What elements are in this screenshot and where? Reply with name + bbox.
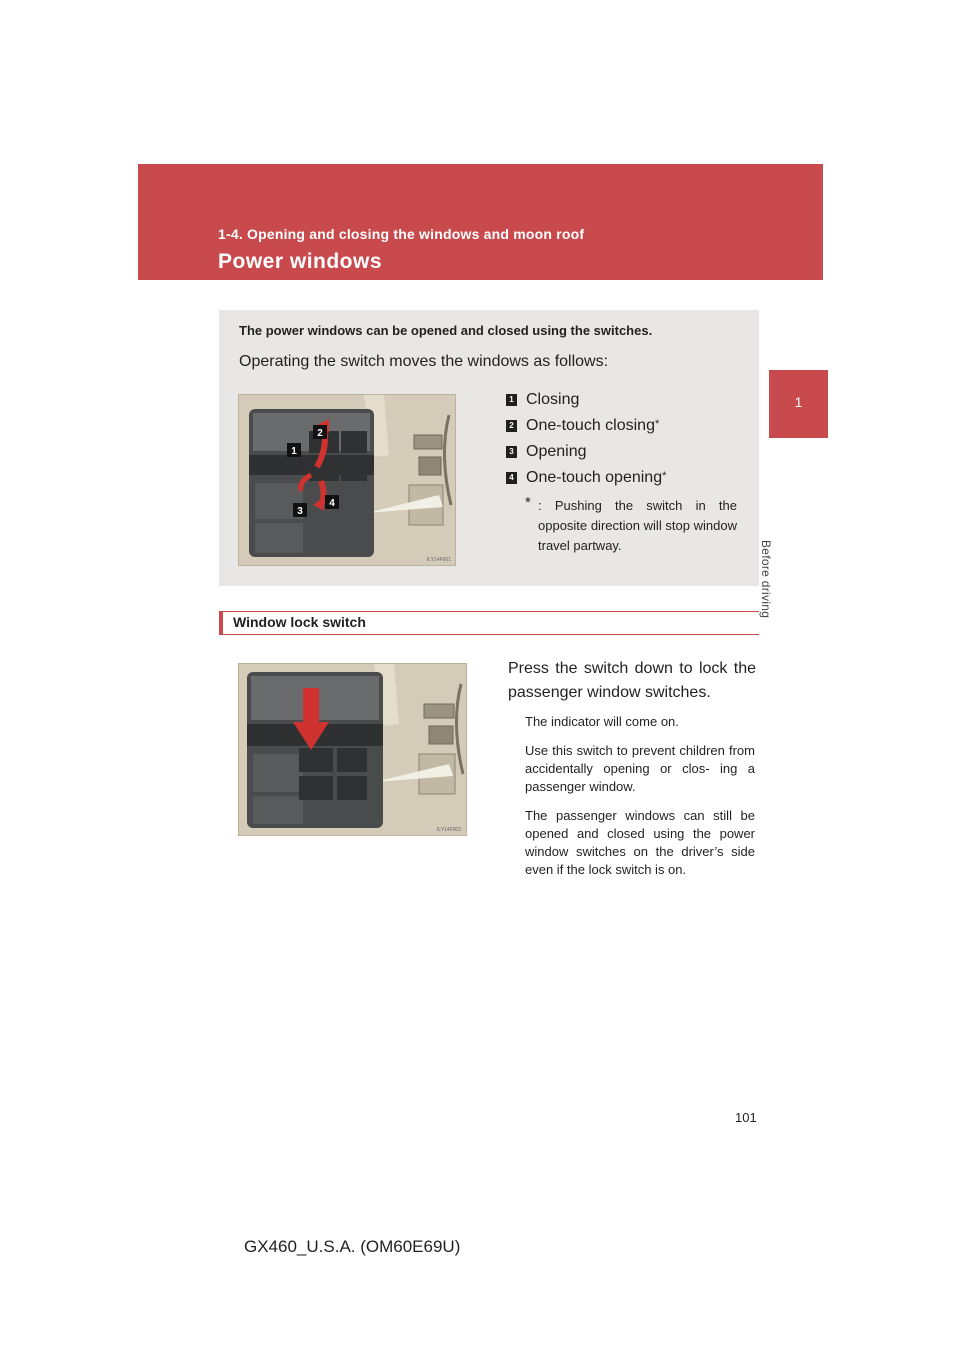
- callout-3: 3: [297, 506, 303, 517]
- illustration-code: ILY14F002: [436, 827, 461, 833]
- lock-note-3: The passenger windows can still be opened and closed using the power window switches on the driver’s side even if the lock switch is on.: [525, 808, 755, 877]
- operation-list: [506, 387, 666, 491]
- chapter-label: Before driving: [759, 540, 773, 619]
- illustration-code: ILY14F001: [426, 557, 451, 563]
- operation-label: One-touch closing: [526, 417, 655, 434]
- callout-4: 4: [329, 498, 335, 509]
- intro-text: Operating the switch moves the windows as follows:: [239, 353, 609, 370]
- operation-label: Opening: [526, 443, 587, 460]
- window-lock-switch-illustration: [238, 663, 467, 836]
- lock-note-2: Use this switch to prevent children from accidentally opening or clos- ing a passenger window.: [525, 743, 755, 794]
- page-number: 101: [735, 1110, 757, 1125]
- footnote-marker: *: [654, 418, 660, 430]
- list-item: [506, 387, 666, 413]
- footnote-marker: *: [662, 470, 667, 482]
- chapter-tab: [769, 370, 828, 438]
- intro-box: [219, 310, 759, 586]
- number-badge: 3: [506, 446, 517, 458]
- subsection-header: [219, 611, 759, 635]
- operation-label: Closing: [526, 391, 580, 408]
- subsection-marker: [219, 612, 223, 634]
- operation-label: One-touch opening: [526, 469, 663, 486]
- footnote-text: : Pushing the switch in the opposite direction will stop window travel partway.: [538, 498, 737, 553]
- page-title: Power windows: [218, 250, 383, 273]
- number-badge: 2: [506, 420, 517, 432]
- list-item: [506, 439, 666, 465]
- section-label: 1-4. Opening and closing the windows and moon roof: [218, 226, 585, 242]
- header-band: [138, 164, 823, 280]
- callout-1: 1: [291, 446, 297, 457]
- lock-note-1: The indicator will come on.: [525, 714, 679, 729]
- number-badge: 1: [506, 394, 517, 406]
- document-code: GX460_U.S.A. (OM60E69U): [244, 1237, 461, 1256]
- list-item: [506, 413, 666, 439]
- callout-2: 2: [317, 428, 323, 439]
- footnote: [525, 496, 737, 556]
- number-badge: 4: [506, 472, 517, 484]
- list-item: [506, 465, 666, 491]
- lock-main-text: Press the switch down to lock the passenger window switches.: [508, 660, 756, 701]
- footnote-star: *: [525, 494, 531, 511]
- subsection-title: Window lock switch: [233, 614, 366, 630]
- power-window-switch-illustration: [238, 394, 456, 566]
- chapter-number: 1: [794, 394, 803, 410]
- intro-bold-text: The power windows can be opened and closed using the switches.: [239, 323, 653, 338]
